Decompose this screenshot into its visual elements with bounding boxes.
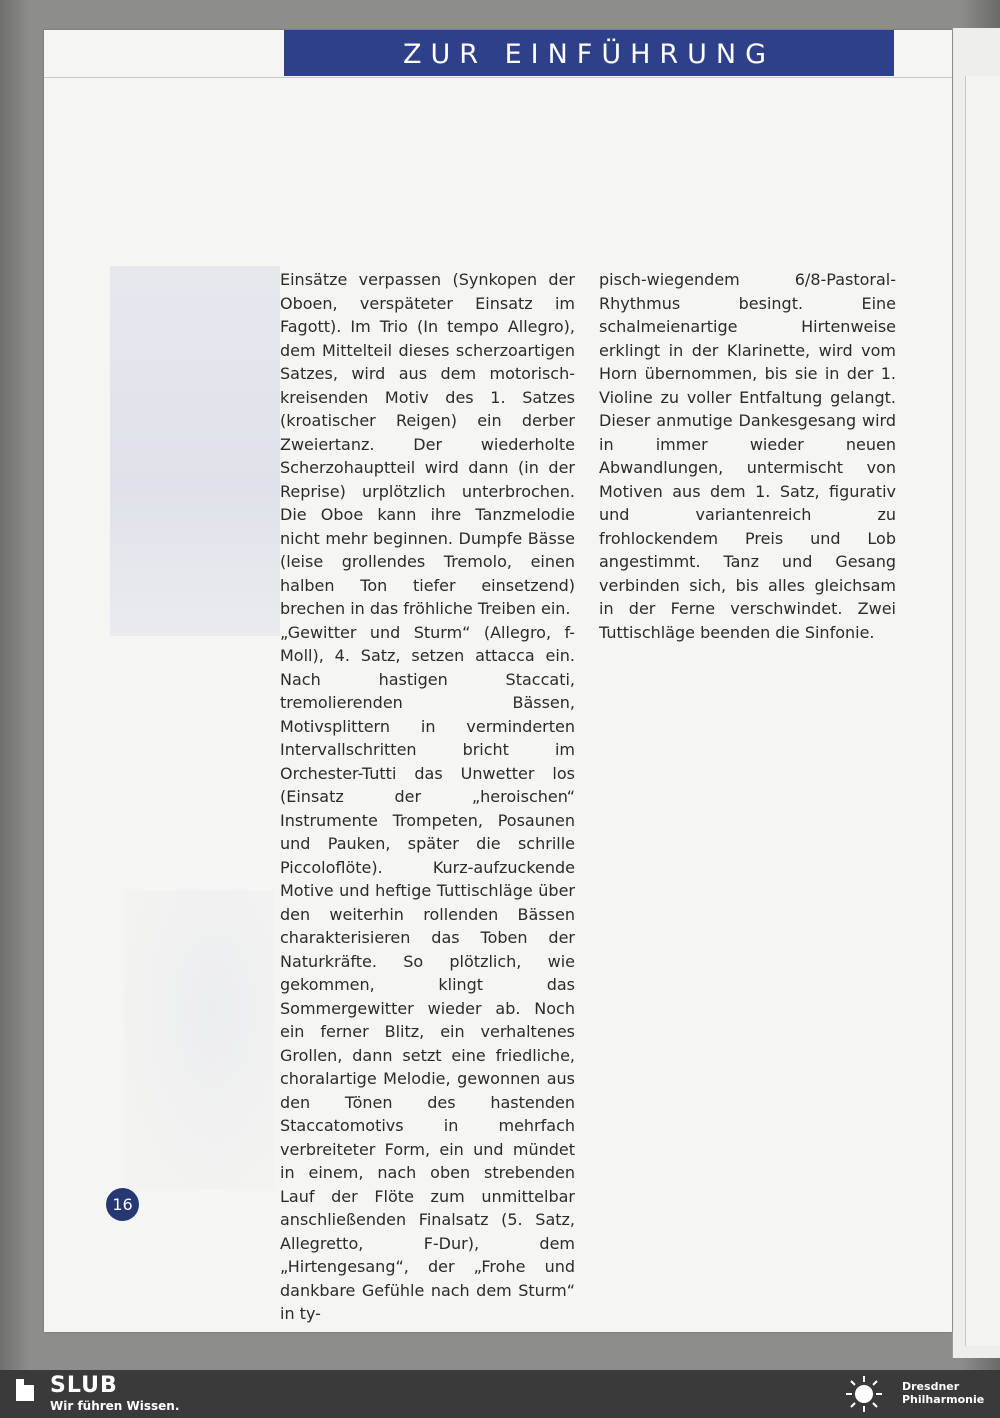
- philharmonie-name-line1: Dresdner: [902, 1380, 960, 1393]
- philharmonie-name-line2: Philharmonie: [902, 1393, 985, 1406]
- footer-bar: [0, 1370, 1000, 1418]
- philharmonie-name: [902, 1380, 984, 1406]
- left-paragraph-1: Einsätze verpassen (Synkopen der Oboen, verspäteter Einsatz im Fagott). Im Trio (In tempo Allegro), dem Mittelteil dieses scherzoartigen Satzes, wird aus dem motorisch-kreisenden Motiv des 1. Satzes (kroatischer Reigen) ein derber Zweiertanz. Der wiederholte Scherzohauptteil wird dann (in der Reprise) urplötzlich unterbrochen. Die Oboe kann ihre Tanzmelodie nicht mehr beginnen. Dumpfe Bässe (leise grollendes Tremolo, einen halben Ton tiefer einsetzend) brechen in das fröhliche Treiben ein.: [280, 270, 575, 618]
- page-number-badge: 16: [106, 1188, 139, 1221]
- left-text-column: [280, 268, 575, 1326]
- show-through-image: [110, 266, 280, 636]
- show-through-portrait: [124, 890, 274, 1190]
- slub-logo-icon[interactable]: [14, 1377, 36, 1403]
- left-paragraph-2: „Gewitter und Sturm“ (Allegro, f-Moll), 4. Satz, setzen attacca ein. Nach hastigen Staccati, tremolierenden Bässen, Motivsplittern in verminderten Intervallschritten bricht im Orchester-Tutti das Unwetter los (Einsatz der „heroischen“ Instrumente Trompeten, Posaunen und Pauken, später die schrille Piccoloflöte). Kurz-aufzuckende Motive und heftige Tuttischläge über den weiterhin rollenden Bässen charakterisieren das Toben der Naturkräfte. So plötzlich, wie gekommen, klingt das Sommergewitter wieder ab. Noch ein ferner Blitz, ein verhaltenes Grollen, dann setzt eine friedliche, choralartige Melodie, gewonnen aus den Tönen des hastenden Staccatomotivs in mehrfach verbreiteter Form, ein und mündet in einem, nach oben strebenden Lauf der Flöte zum unmittelbar anschließenden Finalsatz (5. Satz, Allegretto, F-Dur), dem „Hirtengesang“, der „Frohe und dankbare Gefühle nach dem Sturm“ in ty-: [280, 622, 575, 1323]
- section-title: ZUR EINFÜHRUNG: [402, 39, 776, 70]
- adjacent-page-strip: [965, 76, 1000, 1346]
- right-text-column: [599, 268, 896, 644]
- slub-title[interactable]: SLUB: [50, 1373, 118, 1398]
- right-paragraph-1: pisch-wiegendem 6/8-Pastoral-Rhythmus besingt. Eine schalmeienartige Hirtenweise erklingt in der Klarinette, wird vom Horn übernommen, bis sie in der 1. Violine zu voller Entfaltung gelangt. Dieser anmutige Dankesgesang wird in immer wieder neuen Abwandlungen, untermischt von Motiven aus dem 1. Satz, figurativ und variantenreich zu frohlockendem Preis und Lob angestimmt. Tanz und Gesang verbinden sich, bis alles gleichsam in der Ferne verschwindet. Zwei Tuttischläge beenden die Sinfonie.: [599, 270, 896, 642]
- philharmonie-logo-icon[interactable]: [842, 1374, 886, 1414]
- slub-tagline: Wir führen Wissen.: [50, 1399, 180, 1413]
- document-page: [44, 30, 952, 1332]
- adjacent-page-edge: [952, 28, 1000, 1358]
- header-band: [284, 30, 894, 76]
- header-rule: [44, 77, 952, 78]
